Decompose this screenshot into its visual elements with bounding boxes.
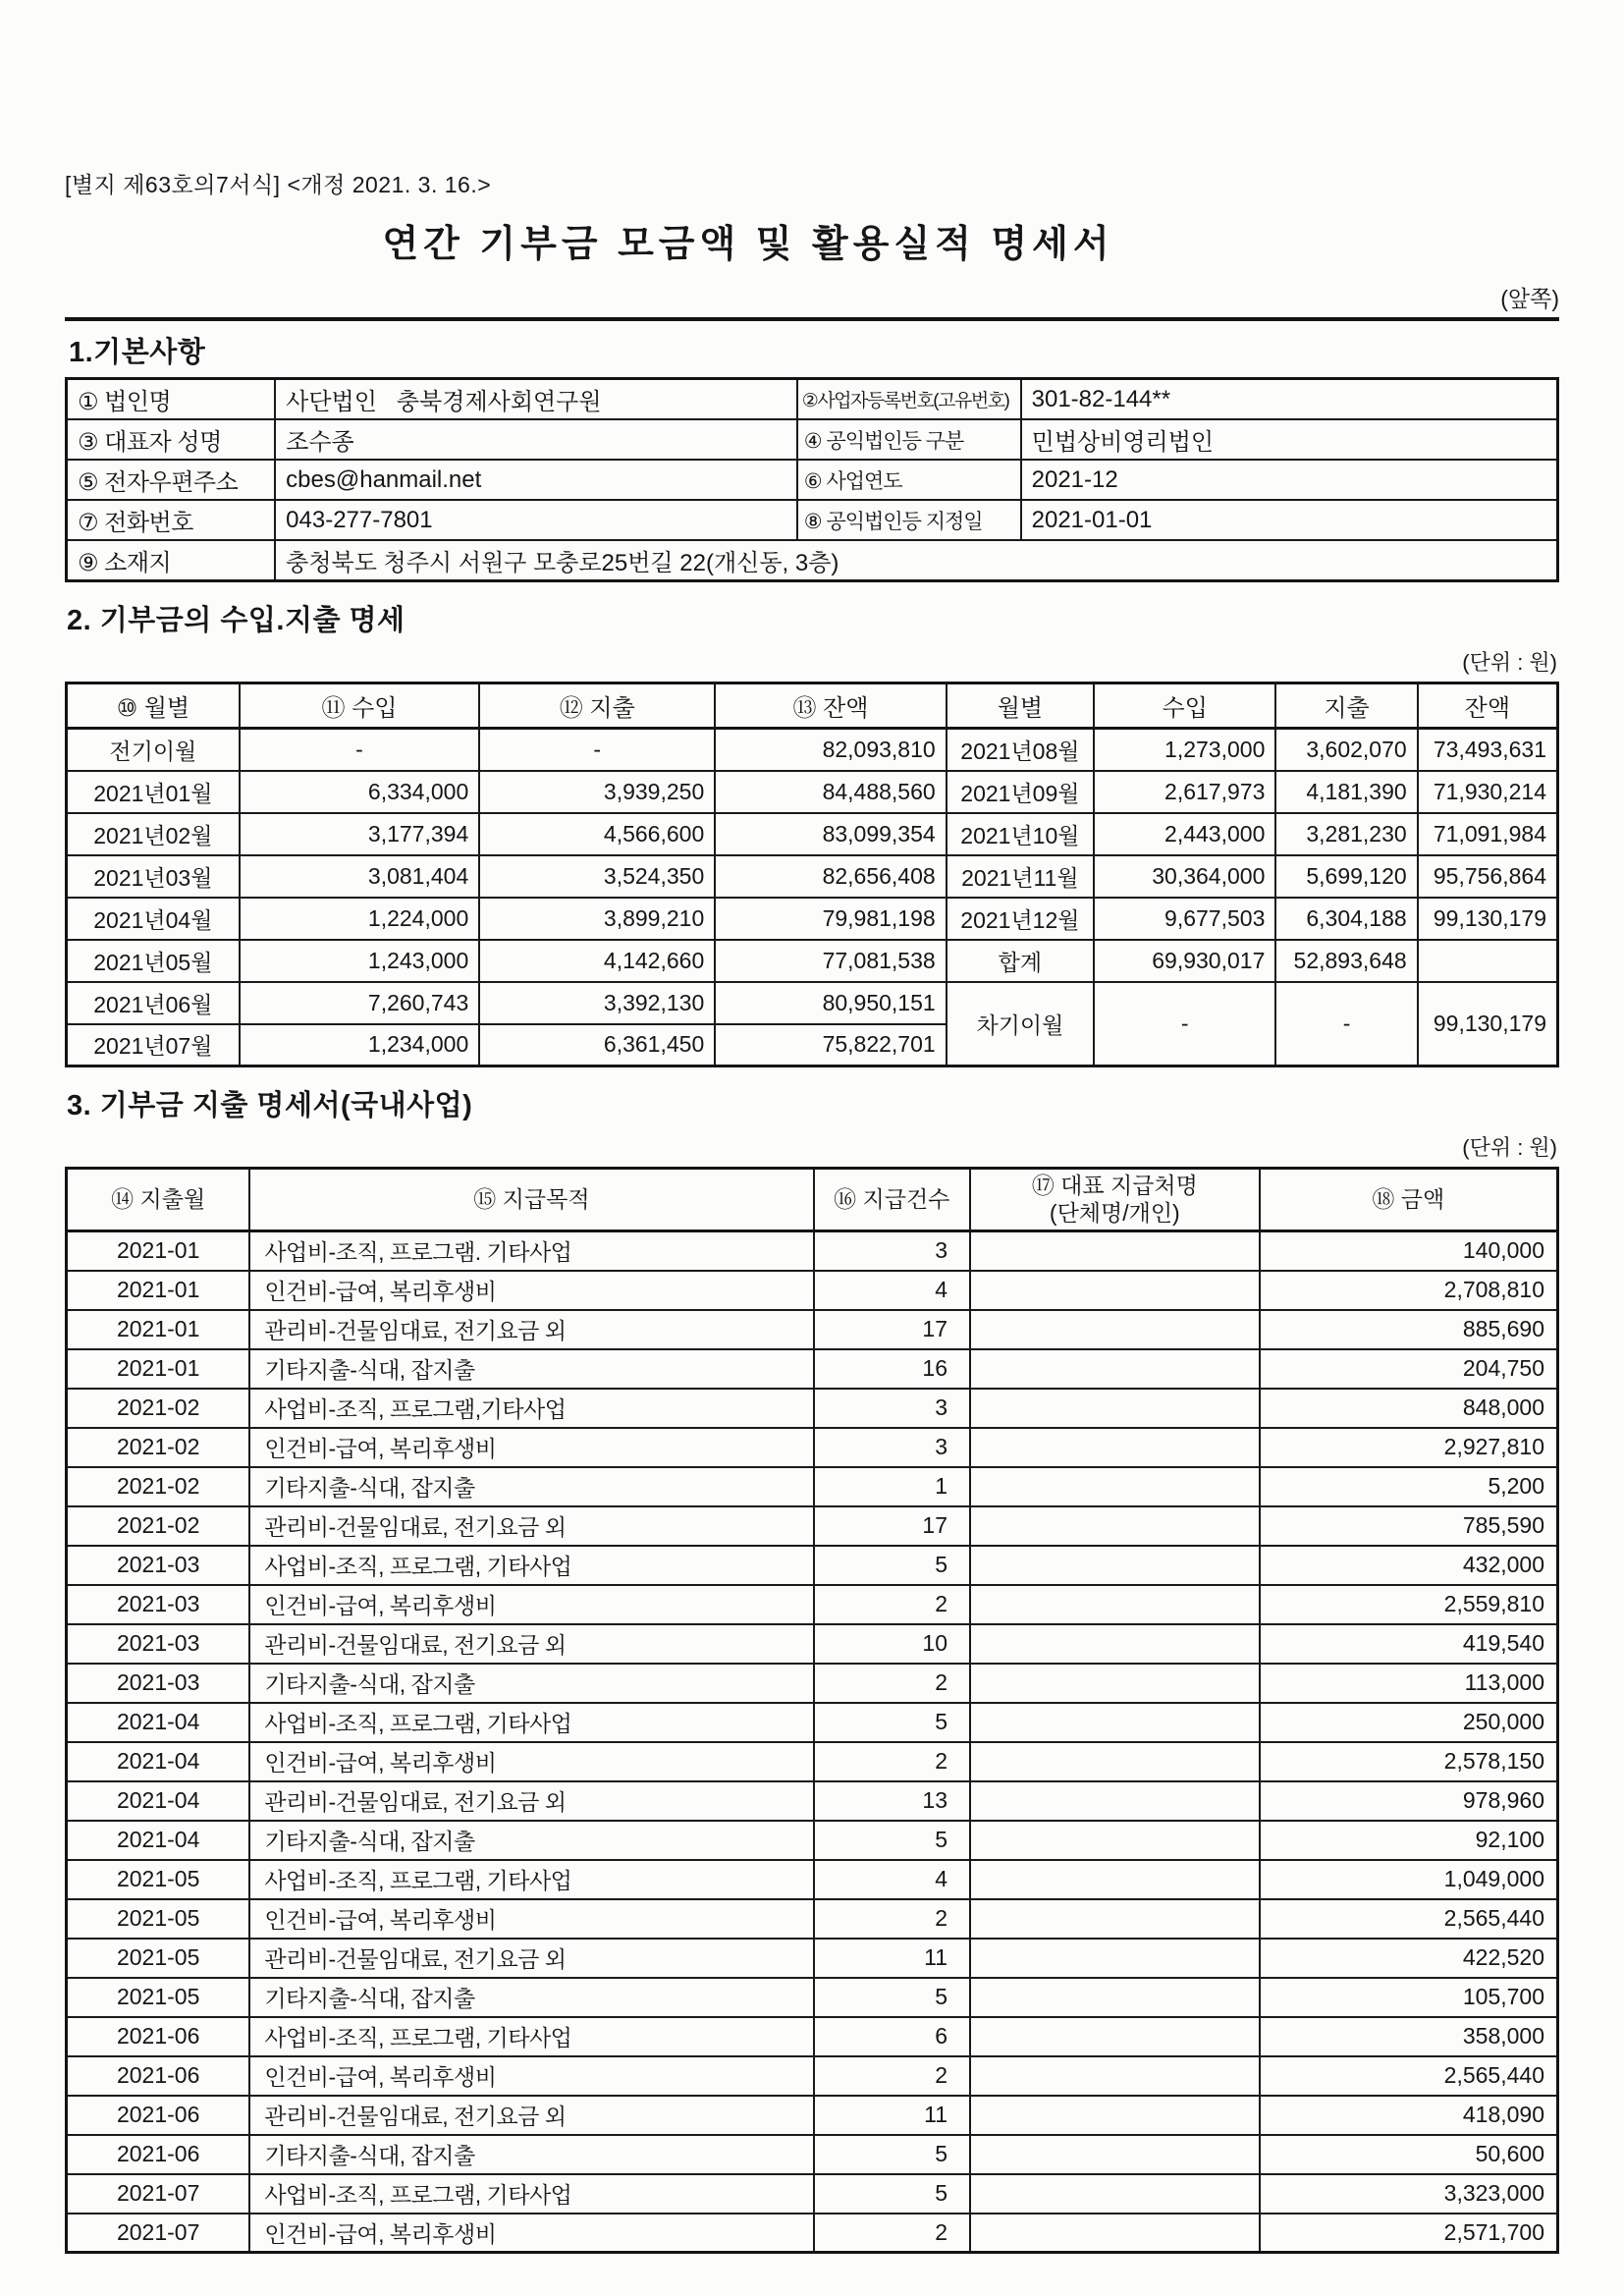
balance-cell: 82,656,408 <box>715 855 946 898</box>
expense-cell: 4,142,660 <box>479 940 715 982</box>
payee-name-cell <box>970 1231 1260 1271</box>
unit-note: (단위 : 원) <box>1462 650 1557 675</box>
expense-month-cell: 2021-01 <box>67 1231 250 1271</box>
balance-cell: 80,950,151 <box>715 982 946 1024</box>
income-cell: 3,081,404 <box>240 855 480 898</box>
income-cell: 2,617,973 <box>1094 771 1275 813</box>
payment-purpose-cell: 기타지출-식대, 잡지출 <box>249 2135 813 2174</box>
amount-cell: 978,960 <box>1260 1781 1558 1821</box>
section1-heading: 1.기본사항 <box>65 317 1559 377</box>
payment-purpose-cell: 기타지출-식대, 잡지출 <box>249 1664 813 1703</box>
payment-purpose-cell: 관리비-건물임대료, 전기요금 외 <box>249 1506 813 1546</box>
amount-cell: 140,000 <box>1260 1231 1558 1271</box>
amount-cell: 2,559,810 <box>1260 1585 1558 1624</box>
table-row <box>67 1821 1558 1860</box>
payee-name-cell <box>970 2174 1260 2214</box>
payment-purpose-cell: 사업비-조직, 프로그램, 기타사업 <box>249 1860 813 1899</box>
table-row <box>67 1546 1558 1585</box>
designation-date-label: ⑧ 공익법인등 지정일 <box>797 500 1021 540</box>
org-type-label: ④ 공익법인등 구분 <box>797 419 1021 460</box>
balance-header: ⑬ 잔액 <box>715 683 946 729</box>
income-cell: 1,224,000 <box>240 898 480 940</box>
month-cell: 2021년04월 <box>67 898 240 940</box>
month-cell: 2021년12월 <box>947 898 1094 940</box>
table-row <box>67 1389 1558 1428</box>
month-cell: 2021년02월 <box>67 813 240 855</box>
payee-header-line2: (단체명/개인) <box>1049 1199 1180 1226</box>
expense-month-cell: 2021-02 <box>67 1389 250 1428</box>
income-header: 수입 <box>1094 683 1275 729</box>
address-label: ⑨ 소재지 <box>67 540 276 581</box>
table-row <box>67 1664 1558 1703</box>
payment-count-cell: 5 <box>814 1703 970 1742</box>
month-header: 월별 <box>947 683 1094 729</box>
page-side-label: (앞쪽) <box>1500 286 1559 311</box>
email-value: cbes@hanmail.net <box>275 460 797 500</box>
balance-cell: 73,493,631 <box>1418 729 1558 771</box>
table-row <box>67 1467 1558 1506</box>
amount-header: ⑱ 금액 <box>1260 1169 1558 1231</box>
balance-cell: 82,093,810 <box>715 729 946 771</box>
payment-count-cell: 4 <box>814 1860 970 1899</box>
expense-cell: 4,181,390 <box>1275 771 1417 813</box>
payment-count-cell: 1 <box>814 1467 970 1506</box>
payment-count-cell: 6 <box>814 2017 970 2056</box>
table-row <box>67 1585 1558 1624</box>
expense-cell: 3,524,350 <box>479 855 715 898</box>
expense-month-cell: 2021-01 <box>67 1310 250 1349</box>
table-row <box>67 729 1558 771</box>
payment-count-cell: 17 <box>814 1310 970 1349</box>
payment-purpose-cell: 사업비-조직, 프로그램. 기타사업 <box>249 1231 813 1271</box>
income-expense-table <box>65 682 1559 1067</box>
payment-count-cell: 5 <box>814 2135 970 2174</box>
payment-count-cell: 5 <box>814 1978 970 2017</box>
payment-purpose-cell: 기타지출-식대, 잡지출 <box>249 1467 813 1506</box>
unit-note: (단위 : 원) <box>1462 1135 1557 1160</box>
payment-count-cell: 16 <box>814 1349 970 1389</box>
payee-name-cell <box>970 1978 1260 2017</box>
income-cell: 1,273,000 <box>1094 729 1275 771</box>
income-cell: - <box>240 729 480 771</box>
payment-count-cell: 5 <box>814 1546 970 1585</box>
payee-name-cell <box>970 1271 1260 1310</box>
payment-purpose-cell: 사업비-조직, 프로그램,기타사업 <box>249 1389 813 1428</box>
payment-purpose-cell: 관리비-건물임대료, 전기요금 외 <box>249 1310 813 1349</box>
month-cell: 2021년08월 <box>947 729 1094 771</box>
table-row <box>67 1271 1558 1310</box>
payment-purpose-cell: 인건비-급여, 복리후생비 <box>249 1585 813 1624</box>
payment-purpose-cell: 기타지출-식대, 잡지출 <box>249 1349 813 1389</box>
expense-cell: 5,699,120 <box>1275 855 1417 898</box>
month-cell: 전기이월 <box>67 729 240 771</box>
expense-month-cell: 2021-06 <box>67 2135 250 2174</box>
payment-count-cell: 11 <box>814 1939 970 1978</box>
amount-cell: 50,600 <box>1260 2135 1558 2174</box>
total-label-cell: 합계 <box>947 940 1094 982</box>
expense-month-cell: 2021-07 <box>67 2174 250 2214</box>
balance-cell: 83,099,354 <box>715 813 946 855</box>
payee-name-header <box>970 1169 1260 1231</box>
payment-purpose-cell: 관리비-건물임대료, 전기요금 외 <box>249 1781 813 1821</box>
payee-name-cell <box>970 2096 1260 2135</box>
expense-month-cell: 2021-05 <box>67 1860 250 1899</box>
balance-header: 잔액 <box>1418 683 1558 729</box>
payment-purpose-header: ⑮ 지급목적 <box>249 1169 813 1231</box>
table-row <box>67 771 1558 813</box>
expense-cell: - <box>479 729 715 771</box>
expense-month-cell: 2021-02 <box>67 1467 250 1506</box>
payee-name-cell <box>970 1349 1260 1389</box>
payment-purpose-cell: 기타지출-식대, 잡지출 <box>249 1821 813 1860</box>
payment-purpose-cell: 사업비-조직, 프로그램, 기타사업 <box>249 1546 813 1585</box>
balance-cell: 71,930,214 <box>1418 771 1558 813</box>
payee-name-cell <box>970 1428 1260 1467</box>
page-title: 연간 기부금 모금액 및 활용실적 명세서 <box>382 224 1114 265</box>
payee-name-cell <box>970 1899 1260 1939</box>
table-header-row <box>67 683 1558 729</box>
section3-heading: 3. 기부금 지출 명세서(국내사업) <box>67 1090 473 1121</box>
table-row <box>67 460 1558 500</box>
expense-month-cell: 2021-04 <box>67 1781 250 1821</box>
balance-cell: 84,488,560 <box>715 771 946 813</box>
expense-cell: 6,304,188 <box>1275 898 1417 940</box>
amount-cell: 885,690 <box>1260 1310 1558 1349</box>
payment-purpose-cell: 인건비-급여, 복리후생비 <box>249 1271 813 1310</box>
payment-purpose-cell: 관리비-건물임대료, 전기요금 외 <box>249 1624 813 1664</box>
payment-count-cell: 5 <box>814 1821 970 1860</box>
income-cell: 30,364,000 <box>1094 855 1275 898</box>
payee-name-cell <box>970 2135 1260 2174</box>
amount-cell: 92,100 <box>1260 1821 1558 1860</box>
expense-month-cell: 2021-05 <box>67 1899 250 1939</box>
carryover-expense-cell: - <box>1275 982 1417 1066</box>
expense-detail-table <box>65 1167 1559 2254</box>
payee-name-cell <box>970 1467 1260 1506</box>
business-year-label: ⑥ 사업연도 <box>797 460 1021 500</box>
basic-info-table <box>65 377 1559 582</box>
payment-count-cell: 2 <box>814 1742 970 1781</box>
expense-cell: 6,361,450 <box>479 1024 715 1066</box>
amount-cell: 358,000 <box>1260 2017 1558 2056</box>
payee-name-cell <box>970 1781 1260 1821</box>
table-row <box>67 1781 1558 1821</box>
carryover-income-cell: - <box>1094 982 1275 1066</box>
payee-name-cell <box>970 1664 1260 1703</box>
payment-purpose-cell: 관리비-건물임대료, 전기요금 외 <box>249 2096 813 2135</box>
expense-month-cell: 2021-02 <box>67 1428 250 1467</box>
income-cell: 7,260,743 <box>240 982 480 1024</box>
expense-month-cell: 2021-05 <box>67 1939 250 1978</box>
payment-count-cell: 3 <box>814 1389 970 1428</box>
table-row <box>67 1624 1558 1664</box>
table-row <box>67 2174 1558 2214</box>
amount-cell: 419,540 <box>1260 1624 1558 1664</box>
expense-month-cell: 2021-03 <box>67 1664 250 1703</box>
expense-cell: 3,939,250 <box>479 771 715 813</box>
amount-cell: 204,750 <box>1260 1349 1558 1389</box>
expense-month-cell: 2021-04 <box>67 1821 250 1860</box>
expense-month-cell: 2021-03 <box>67 1585 250 1624</box>
amount-cell: 2,578,150 <box>1260 1742 1558 1781</box>
expense-month-cell: 2021-03 <box>67 1624 250 1664</box>
expense-header: ⑫ 지출 <box>479 683 715 729</box>
amount-cell: 1,049,000 <box>1260 1860 1558 1899</box>
payee-name-cell <box>970 1821 1260 1860</box>
month-header: ⑩ 월별 <box>67 683 240 729</box>
corp-name-value: 사단법인 충북경제사회연구원 <box>275 379 797 420</box>
payment-count-cell: 3 <box>814 1231 970 1271</box>
income-cell: 3,177,394 <box>240 813 480 855</box>
payment-purpose-cell: 인건비-급여, 복리후생비 <box>249 1742 813 1781</box>
carryover-balance-cell: 99,130,179 <box>1418 982 1558 1066</box>
total-balance-cell <box>1418 940 1558 982</box>
payment-purpose-cell: 사업비-조직, 프로그램, 기타사업 <box>249 2017 813 2056</box>
payment-count-cell: 2 <box>814 2056 970 2096</box>
month-cell: 2021년01월 <box>67 771 240 813</box>
payment-count-cell: 4 <box>814 1271 970 1310</box>
expense-month-cell: 2021-03 <box>67 1546 250 1585</box>
payee-name-cell <box>970 1585 1260 1624</box>
total-income-cell: 69,930,017 <box>1094 940 1275 982</box>
payment-count-cell: 2 <box>814 1585 970 1624</box>
month-cell: 2021년07월 <box>67 1024 240 1066</box>
phone-label: ⑦ 전화번호 <box>67 500 276 540</box>
payment-count-cell: 5 <box>814 2174 970 2214</box>
table-row <box>67 1310 1558 1349</box>
payee-name-cell <box>970 1506 1260 1546</box>
table-row <box>67 419 1558 460</box>
income-cell: 1,243,000 <box>240 940 480 982</box>
amount-cell: 2,571,700 <box>1260 2214 1558 2253</box>
payee-name-cell <box>970 1703 1260 1742</box>
amount-cell: 5,200 <box>1260 1467 1558 1506</box>
table-row <box>67 2135 1558 2174</box>
payment-purpose-cell: 인건비-급여, 복리후생비 <box>249 1899 813 1939</box>
payee-name-cell <box>970 2056 1260 2096</box>
table-row <box>67 379 1558 420</box>
table-row <box>67 813 1558 855</box>
month-cell: 2021년11월 <box>947 855 1094 898</box>
amount-cell: 418,090 <box>1260 2096 1558 2135</box>
payment-count-cell: 10 <box>814 1624 970 1664</box>
table-row <box>67 2214 1558 2253</box>
payment-count-cell: 2 <box>814 1664 970 1703</box>
month-cell: 2021년06월 <box>67 982 240 1024</box>
payment-purpose-cell: 사업비-조직, 프로그램, 기타사업 <box>249 1703 813 1742</box>
amount-cell: 422,520 <box>1260 1939 1558 1978</box>
amount-cell: 785,590 <box>1260 1506 1558 1546</box>
phone-value: 043-277-7801 <box>275 500 797 540</box>
table-row <box>67 1742 1558 1781</box>
balance-cell: 75,822,701 <box>715 1024 946 1066</box>
expense-cell: 4,566,600 <box>479 813 715 855</box>
payment-count-cell: 3 <box>814 1428 970 1467</box>
balance-cell: 77,081,538 <box>715 940 946 982</box>
balance-cell: 71,091,984 <box>1418 813 1558 855</box>
representative-label: ③ 대표자 성명 <box>67 419 276 460</box>
payment-count-cell: 2 <box>814 1899 970 1939</box>
expense-month-cell: 2021-06 <box>67 2017 250 2056</box>
payment-count-cell: 13 <box>814 1781 970 1821</box>
month-cell: 2021년05월 <box>67 940 240 982</box>
amount-cell: 2,565,440 <box>1260 1899 1558 1939</box>
payee-name-cell <box>970 2017 1260 2056</box>
month-cell: 2021년10월 <box>947 813 1094 855</box>
table-row <box>67 982 1558 1024</box>
month-cell: 2021년09월 <box>947 771 1094 813</box>
table-row <box>67 1860 1558 1899</box>
business-year-value: 2021-12 <box>1021 460 1558 500</box>
amount-cell: 2,927,810 <box>1260 1428 1558 1467</box>
expense-month-header: ⑭ 지출월 <box>67 1169 250 1231</box>
balance-cell: 79,981,198 <box>715 898 946 940</box>
table-row <box>67 1703 1558 1742</box>
amount-cell: 432,000 <box>1260 1546 1558 1585</box>
payment-purpose-cell: 관리비-건물임대료, 전기요금 외 <box>249 1939 813 1978</box>
payment-purpose-cell: 사업비-조직, 프로그램, 기타사업 <box>249 2174 813 2214</box>
expense-cell: 3,281,230 <box>1275 813 1417 855</box>
expense-month-cell: 2021-07 <box>67 2214 250 2253</box>
payment-purpose-cell: 기타지출-식대, 잡지출 <box>249 1978 813 2017</box>
amount-cell: 2,708,810 <box>1260 1271 1558 1310</box>
representative-value: 조수종 <box>275 419 797 460</box>
table-row <box>67 1978 1558 2017</box>
expense-header: 지출 <box>1275 683 1417 729</box>
expense-month-cell: 2021-05 <box>67 1978 250 2017</box>
org-type-value: 민법상비영리법인 <box>1021 419 1558 460</box>
month-cell: 2021년03월 <box>67 855 240 898</box>
expense-month-cell: 2021-02 <box>67 1506 250 1546</box>
payee-name-cell <box>970 1860 1260 1899</box>
biz-reg-no-label: ②사업자등록번호(고유번호) <box>797 379 1021 420</box>
expense-cell: 3,899,210 <box>479 898 715 940</box>
payee-name-cell <box>970 1742 1260 1781</box>
amount-cell: 105,700 <box>1260 1978 1558 2017</box>
payment-count-header: ⑯ 지급건수 <box>814 1169 970 1231</box>
table-row <box>67 1506 1558 1546</box>
amount-cell: 3,323,000 <box>1260 2174 1558 2214</box>
table-row <box>67 500 1558 540</box>
amount-cell: 848,000 <box>1260 1389 1558 1428</box>
total-expense-cell: 52,893,648 <box>1275 940 1417 982</box>
amount-cell: 113,000 <box>1260 1664 1558 1703</box>
address-value: 충청북도 청주시 서원구 모충로25번길 22(개신동, 3층) <box>275 540 1557 581</box>
corp-name-label: ① 법인명 <box>67 379 276 420</box>
income-cell: 1,234,000 <box>240 1024 480 1066</box>
table-row <box>67 1428 1558 1467</box>
payee-name-cell <box>970 1624 1260 1664</box>
payment-purpose-cell: 인건비-급여, 복리후생비 <box>249 2056 813 2096</box>
table-row <box>67 2056 1558 2096</box>
expense-month-cell: 2021-04 <box>67 1703 250 1742</box>
amount-cell: 250,000 <box>1260 1703 1558 1742</box>
payee-name-cell <box>970 2214 1260 2253</box>
table-row <box>67 855 1558 898</box>
table-row <box>67 1231 1558 1271</box>
balance-cell: 99,130,179 <box>1418 898 1558 940</box>
balance-cell: 95,756,864 <box>1418 855 1558 898</box>
table-row <box>67 2017 1558 2056</box>
income-cell: 2,443,000 <box>1094 813 1275 855</box>
payment-count-cell: 17 <box>814 1506 970 1546</box>
expense-month-cell: 2021-06 <box>67 2056 250 2096</box>
income-cell: 9,677,503 <box>1094 898 1275 940</box>
payment-purpose-cell: 인건비-급여, 복리후생비 <box>249 2214 813 2253</box>
table-row <box>67 2096 1558 2135</box>
expense-month-cell: 2021-01 <box>67 1349 250 1389</box>
expense-cell: 3,392,130 <box>479 982 715 1024</box>
amount-cell: 2,565,440 <box>1260 2056 1558 2096</box>
designation-date-value: 2021-01-01 <box>1021 500 1558 540</box>
expense-cell: 3,602,070 <box>1275 729 1417 771</box>
email-label: ⑤ 전자우편주소 <box>67 460 276 500</box>
payee-name-cell <box>970 1389 1260 1428</box>
table-row <box>67 1349 1558 1389</box>
table-row <box>67 898 1558 940</box>
carryover-label-cell: 차기이월 <box>947 982 1094 1066</box>
payment-count-cell: 2 <box>814 2214 970 2253</box>
table-row <box>67 1939 1558 1978</box>
payee-name-cell <box>970 1310 1260 1349</box>
expense-month-cell: 2021-01 <box>67 1271 250 1310</box>
payee-name-cell <box>970 1939 1260 1978</box>
income-header: ⑪ 수입 <box>240 683 480 729</box>
form-reference: [별지 제63호의7서식] <개정 2021. 3. 16.> <box>65 172 492 197</box>
payee-header-line1: ⑰ 대표 지급처명 <box>1031 1172 1198 1198</box>
table-header-row <box>67 1169 1558 1231</box>
payment-purpose-cell: 인건비-급여, 복리후생비 <box>249 1428 813 1467</box>
payee-name-cell <box>970 1546 1260 1585</box>
table-row <box>67 540 1558 581</box>
table-row <box>67 1899 1558 1939</box>
table-row <box>67 940 1558 982</box>
section2-heading: 2. 기부금의 수입.지출 명세 <box>67 605 406 636</box>
income-cell: 6,334,000 <box>240 771 480 813</box>
expense-month-cell: 2021-04 <box>67 1742 250 1781</box>
payment-count-cell: 11 <box>814 2096 970 2135</box>
biz-reg-no-value: 301-82-144** <box>1021 379 1558 420</box>
expense-month-cell: 2021-06 <box>67 2096 250 2135</box>
